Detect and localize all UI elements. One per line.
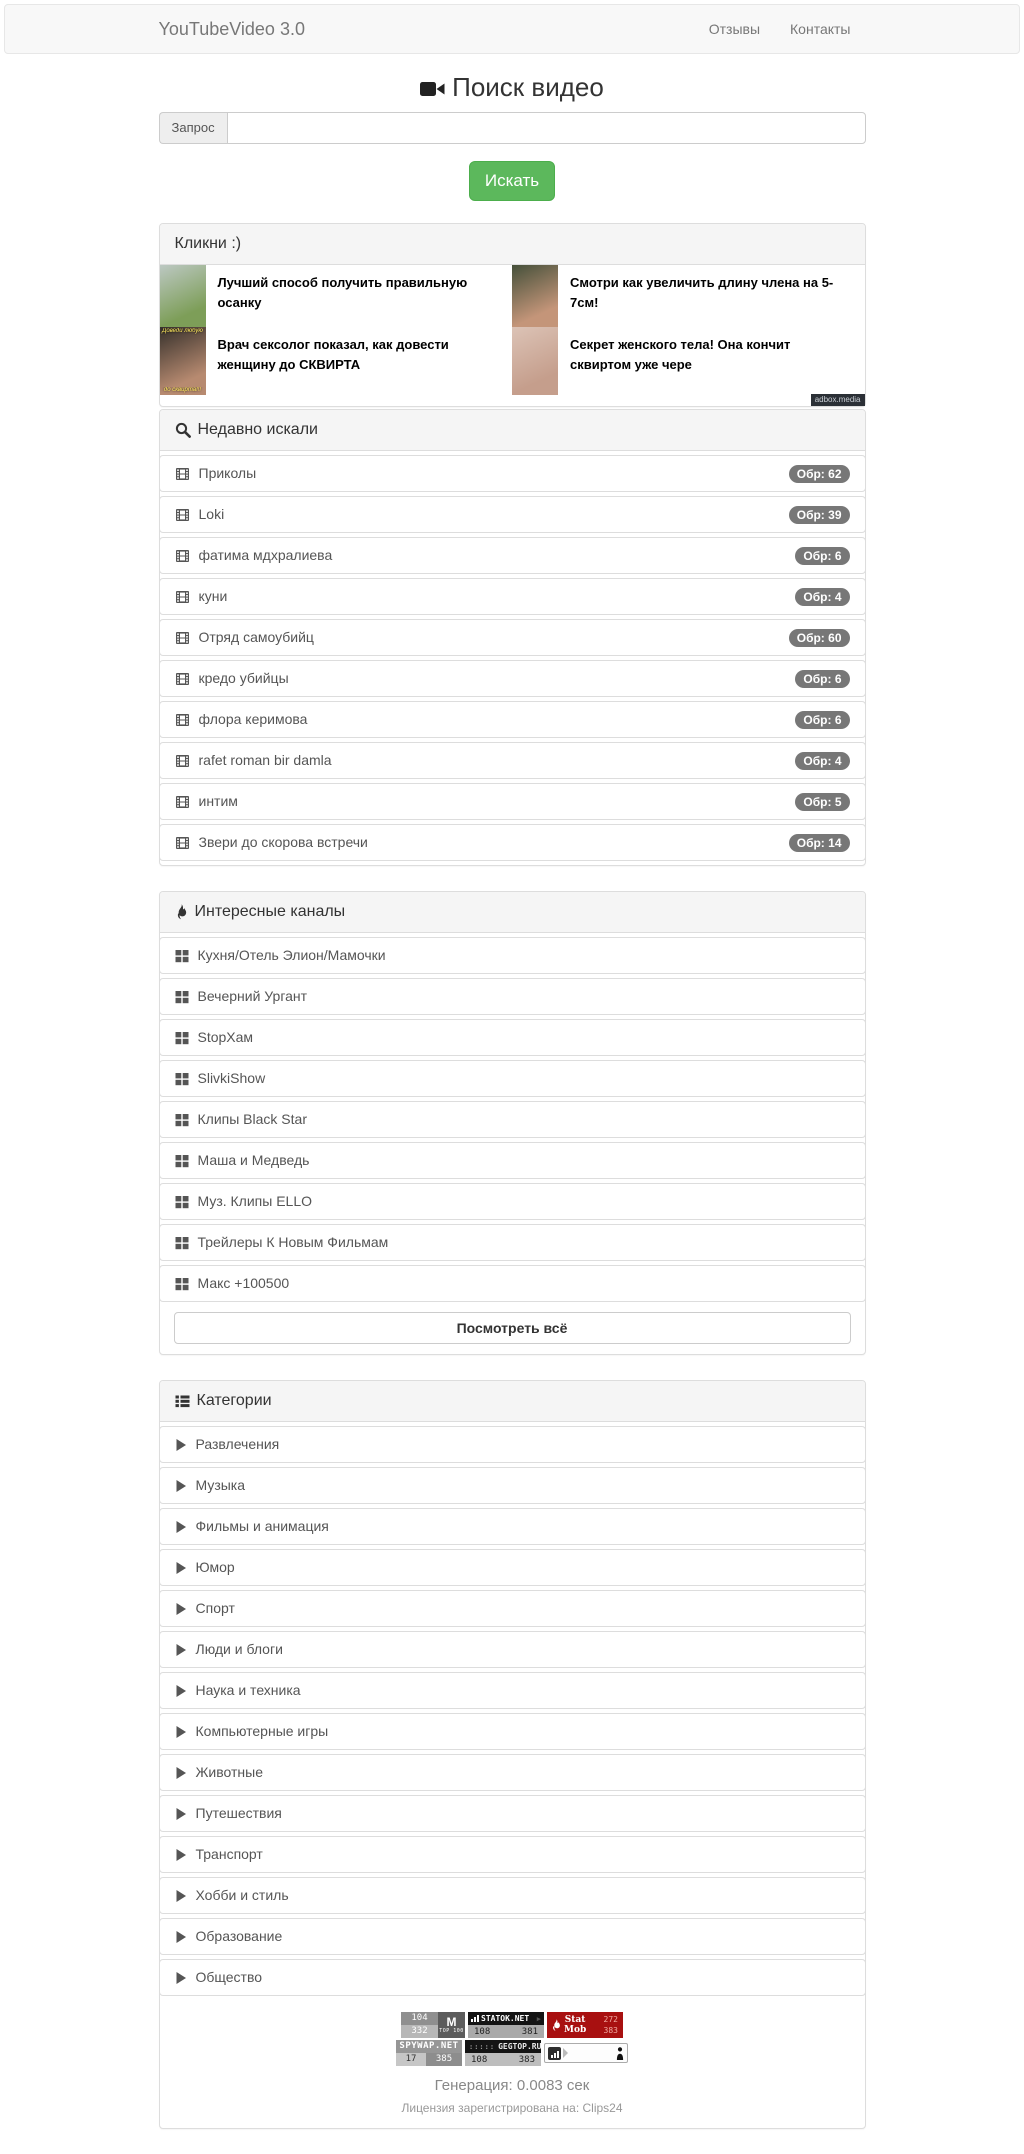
channels-heading: Интересные каналы (160, 892, 865, 933)
search-item-label: Отряд самоубийц (198, 629, 314, 645)
ad-thumb-overlay-top: Доведи любую (162, 328, 203, 334)
grid-icon (175, 1113, 189, 1127)
categories-heading: Категории (160, 1381, 865, 1422)
recent-search-row[interactable] (159, 496, 866, 533)
search-item-badge: Обр: 62 (789, 465, 850, 483)
play-icon (175, 1971, 187, 1985)
ad-item[interactable] (160, 265, 513, 327)
ad-thumb-overlay-bottom: до сквирта!!! (163, 387, 202, 393)
nav-link-reviews[interactable]: Отзывы (708, 21, 761, 37)
category-row[interactable] (159, 1549, 866, 1586)
play-icon (175, 1520, 187, 1534)
channel-row[interactable] (159, 1183, 866, 1220)
category-row[interactable] (159, 1959, 866, 1996)
channels-panel (159, 891, 866, 1355)
film-icon (175, 631, 190, 645)
category-item-label: Животные (195, 1764, 263, 1780)
recent-search-row[interactable] (159, 660, 866, 697)
category-row[interactable] (159, 1795, 866, 1832)
search-item-badge: Обр: 60 (789, 629, 850, 647)
search-item-label: rafet roman bir damla (198, 752, 332, 768)
channel-row[interactable] (159, 1060, 866, 1097)
ad-item[interactable] (512, 327, 865, 395)
category-item-label: Спорт (195, 1600, 235, 1616)
recent-search-row[interactable] (159, 455, 866, 492)
recent-search-row[interactable] (159, 824, 866, 861)
channel-row[interactable] (159, 1265, 866, 1302)
search-item-label: флора керимова (198, 711, 308, 727)
category-item-label: Компьютерные игры (195, 1723, 329, 1739)
video-camera-icon (420, 80, 445, 98)
play-icon (175, 1807, 187, 1821)
recent-searches-heading: Недавно искали (160, 410, 865, 451)
ads-panel-heading: Кликни :) (160, 224, 865, 265)
grid-icon (175, 1277, 189, 1291)
search-item-label: Приколы (198, 465, 257, 481)
ads-panel (159, 223, 866, 407)
category-row[interactable] (159, 1590, 866, 1627)
adbox-watermark[interactable]: adbox.media (811, 394, 865, 406)
category-item-label: Общество (195, 1969, 263, 1985)
category-row[interactable] (159, 1754, 866, 1791)
view-all-button[interactable]: Посмотреть всё (174, 1312, 851, 1344)
top100-logo: M TOP 100 (438, 2012, 465, 2038)
pointer-icon (563, 2048, 568, 2058)
recent-search-row[interactable] (159, 619, 866, 656)
ad-title[interactable]: Смотри как увеличить длину члена на 5-7см! (570, 275, 834, 310)
recent-search-row[interactable] (159, 701, 866, 738)
search-form (159, 112, 866, 144)
film-icon (175, 754, 190, 768)
channel-row[interactable] (159, 937, 866, 974)
search-item-badge: Обр: 5 (795, 793, 849, 811)
film-icon (175, 467, 190, 481)
ads-body (160, 265, 865, 406)
recent-search-row[interactable] (159, 742, 866, 779)
generation-time: Генерация: 0.0083 сек (434, 2077, 590, 2094)
search-item-label: куни (198, 588, 228, 604)
play-icon (175, 1766, 187, 1780)
search-item-label: интим (198, 793, 238, 809)
channel-row[interactable] (159, 1101, 866, 1138)
nav-link-contacts[interactable]: Контакты (790, 21, 851, 37)
category-item-label: Путешествия (195, 1805, 282, 1821)
category-row[interactable] (159, 1467, 866, 1504)
ad-thumbnail[interactable] (160, 327, 206, 395)
search-item-badge: Обр: 39 (789, 506, 850, 524)
category-row[interactable] (159, 1631, 866, 1668)
arrow-icon: ▶ (536, 2014, 541, 2023)
ad-item[interactable] (512, 265, 865, 327)
recent-searches-panel (159, 409, 866, 866)
search-item-badge: Обр: 6 (795, 547, 849, 565)
search-item-label: кредо убийцы (198, 670, 289, 686)
counter-infobar-badge[interactable] (544, 2043, 628, 2063)
list-icon (175, 1394, 190, 1408)
search-input[interactable] (227, 112, 866, 144)
channel-row[interactable] (159, 1224, 866, 1261)
category-item-label: Транспорт (195, 1846, 263, 1862)
category-item-label: Образование (195, 1928, 283, 1944)
film-icon (175, 836, 190, 850)
dots-icon: ::::: (469, 2042, 496, 2051)
category-item-label: Юмор (195, 1559, 235, 1575)
counter-badges (160, 2012, 865, 2066)
grid-icon (175, 949, 189, 963)
grid-icon (175, 1236, 189, 1250)
category-row[interactable] (159, 1672, 866, 1709)
play-icon (175, 1725, 187, 1739)
person-icon (616, 2047, 624, 2060)
search-item-badge: Обр: 4 (795, 588, 849, 606)
counter-top100-badge[interactable]: 104 M TOP 100 332 (401, 2012, 465, 2038)
counter-statmob-badge[interactable]: Stat Mob 272 383 (547, 2012, 623, 2038)
channel-item-label: StopХам (197, 1029, 254, 1045)
site-footer (160, 2000, 865, 2128)
flame-icon (552, 2019, 561, 2032)
grid-icon (175, 1154, 189, 1168)
recent-search-row[interactable] (159, 537, 866, 574)
categories-panel (159, 1380, 866, 2129)
search-button[interactable]: Искать (469, 161, 555, 201)
play-icon (175, 1643, 187, 1657)
grid-icon (175, 1031, 189, 1045)
ad-thumbnail[interactable] (160, 265, 206, 327)
channel-item-label: Маша и Медведь (197, 1152, 310, 1168)
play-icon (175, 1930, 187, 1944)
channel-row[interactable] (159, 978, 866, 1015)
film-icon (175, 590, 190, 604)
category-row[interactable] (159, 1713, 866, 1750)
channel-item-label: Кухня/Отель Элион/Мамочки (197, 947, 386, 963)
category-row[interactable] (159, 1508, 866, 1545)
counter-spywap-badge[interactable]: SPYWAP.NET 17 385 (396, 2040, 462, 2066)
film-icon (175, 713, 190, 727)
search-item-badge: Обр: 14 (789, 834, 850, 852)
play-icon (175, 1602, 187, 1616)
ad-thumbnail[interactable] (512, 327, 558, 395)
signal-bars-icon (471, 2015, 479, 2022)
play-icon (175, 1438, 187, 1452)
category-item-label: Наука и техника (195, 1682, 301, 1698)
search-item-badge: Обр: 6 (795, 711, 849, 729)
ad-title[interactable]: Секрет женского тела! Она кончит сквиртом уже чере (570, 337, 791, 372)
ad-title[interactable]: Врач сексолог показал, как довести женщину до СКВИРТА (217, 337, 449, 372)
search-item-label: Звери до скорова встречи (198, 834, 368, 850)
fire-icon (175, 904, 188, 920)
license-note: Лицензия зарегистрирована на: Clips24 (401, 2101, 623, 2115)
play-icon (175, 1684, 187, 1698)
category-item-label: Музыка (195, 1477, 246, 1493)
ad-thumbnail[interactable] (512, 265, 558, 327)
grid-icon (175, 1195, 189, 1209)
navbar (4, 4, 1020, 54)
chart-bars-icon (548, 2047, 561, 2060)
channel-row[interactable] (159, 1142, 866, 1179)
ad-title[interactable]: Лучший способ получить правильную осанку (217, 275, 468, 310)
play-icon (175, 1889, 187, 1903)
channel-item-label: Макс +100500 (197, 1275, 290, 1291)
channel-item-label: Муз. Клипы ELLO (197, 1193, 312, 1209)
channel-item-label: Трейлеры К Новым Фильмам (197, 1234, 389, 1250)
category-item-label: Фильмы и анимация (195, 1518, 329, 1534)
channel-item-label: Клипы Black Star (197, 1111, 307, 1127)
counter-statok-badge[interactable]: STATOK.NET ▶ 108 381 (468, 2012, 544, 2038)
grid-icon (175, 990, 189, 1004)
query-addon-label: Запрос (159, 112, 227, 144)
search-item-label: Loki (198, 506, 225, 522)
play-icon (175, 1848, 187, 1862)
category-row[interactable] (159, 1918, 866, 1955)
film-icon (175, 508, 190, 522)
recent-search-row[interactable] (159, 578, 866, 615)
ad-item[interactable] (160, 327, 513, 395)
recent-search-row[interactable] (159, 783, 866, 820)
nav-links (694, 5, 866, 53)
grid-icon (175, 1072, 189, 1086)
channel-row[interactable] (159, 1019, 866, 1056)
channel-item-label: Вечерний Ургант (197, 988, 308, 1004)
search-item-label: фатима мдхралиева (198, 547, 333, 563)
page-title: Поиск видео (159, 72, 866, 102)
category-item-label: Развлечения (195, 1436, 280, 1452)
category-item-label: Люди и блоги (195, 1641, 283, 1657)
search-item-badge: Обр: 6 (795, 670, 849, 688)
channel-item-label: SlivkiShow (197, 1070, 266, 1086)
film-icon (175, 672, 190, 686)
search-item-badge: Обр: 4 (795, 752, 849, 770)
play-icon (175, 1479, 187, 1493)
brand-link[interactable]: YouTubeVideo 3.0 (158, 19, 305, 39)
play-icon (175, 1561, 187, 1575)
counter-gegtop-badge[interactable]: ::::: GEGTOP.RU 108 383 (465, 2040, 541, 2066)
category-row[interactable] (159, 1877, 866, 1914)
search-icon (175, 422, 191, 438)
category-row[interactable] (159, 1836, 866, 1873)
film-icon (175, 549, 190, 563)
category-row[interactable] (159, 1426, 866, 1463)
film-icon (175, 795, 190, 809)
category-item-label: Хобби и стиль (195, 1887, 289, 1903)
